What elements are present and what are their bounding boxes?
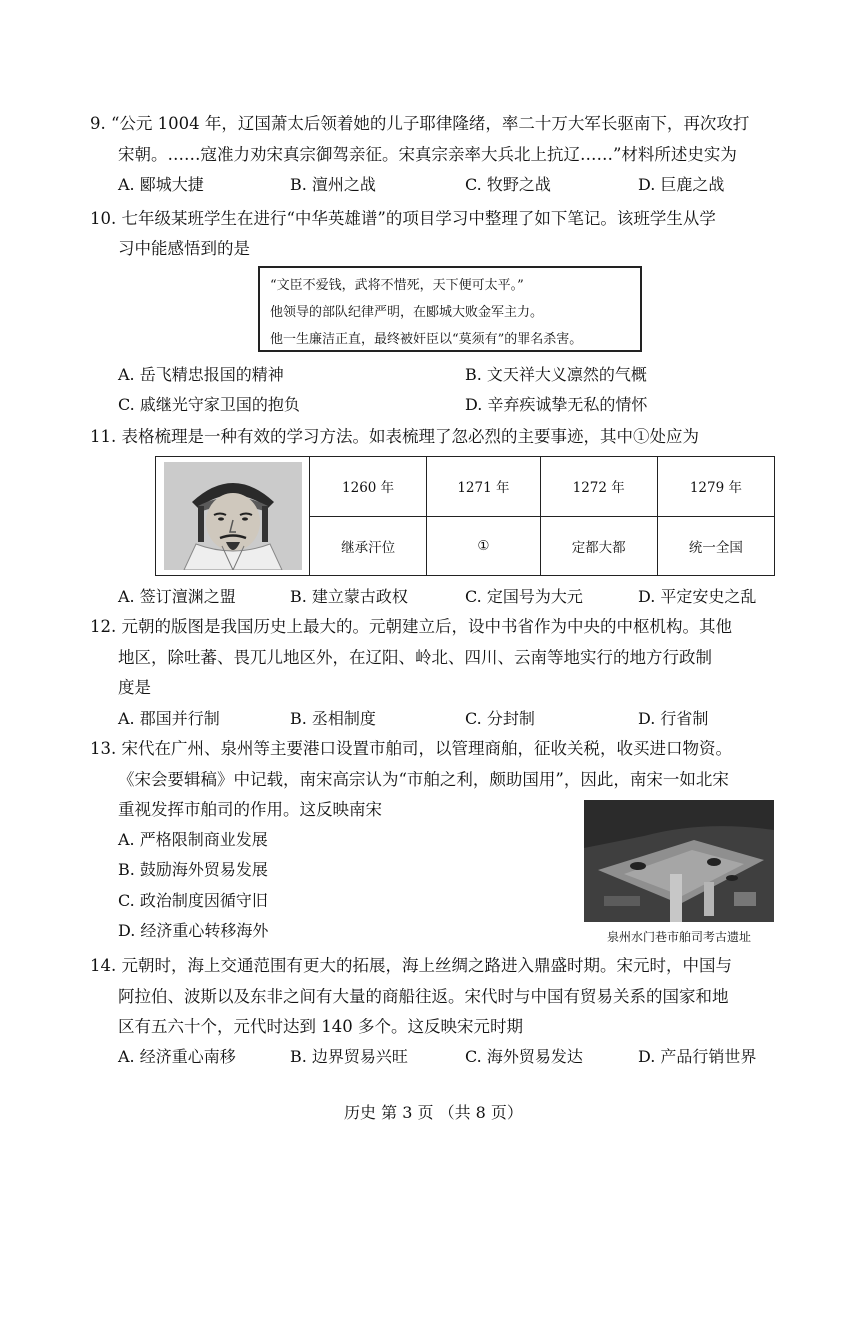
q11-option-a[interactable]: A. 签订澶渊之盟 bbox=[118, 587, 236, 606]
q14-option-c[interactable]: C. 海外贸易发达 bbox=[465, 1047, 583, 1066]
q13-option-a[interactable]: A. 严格限制商业发展 bbox=[118, 830, 268, 849]
q11-option-c[interactable]: C. 定国号为大元 bbox=[465, 587, 583, 606]
q10-option-c[interactable]: C. 戚继光守家卫国的抱负 bbox=[118, 395, 300, 414]
q12-option-a[interactable]: A. 郡国并行制 bbox=[118, 709, 220, 728]
q11-option-b[interactable]: B. 建立蒙古政权 bbox=[290, 587, 408, 606]
q9-stem-line-2: 宋朝。……寇准力劝宋真宗御驾亲征。宋真宗亲率大兵北上抗辽……”材料所述史实为 bbox=[118, 145, 737, 164]
quanzhou-photo-caption: 泉州水门巷市舶司考古遗址 bbox=[606, 930, 751, 944]
q14-stem-line-2: 阿拉伯、波斯以及东非之间有大量的商船往返。宋代时与中国有贸易关系的国家和地 bbox=[118, 987, 729, 1006]
q11-year-4: 1279 年 bbox=[657, 457, 774, 517]
q14-option-d[interactable]: D. 产品行销世界 bbox=[638, 1047, 757, 1066]
quanzhou-site-photo bbox=[584, 800, 774, 922]
q13-option-c[interactable]: C. 政治制度因循守旧 bbox=[118, 891, 268, 910]
q12-option-d[interactable]: D. 行省制 bbox=[638, 709, 709, 728]
q10-note-2: 他领导的部队纪律严明，在郾城大败金军主力。 bbox=[270, 305, 544, 320]
q11-event-3: 定都大都 bbox=[540, 516, 657, 576]
q13-stem-line-3: 重视发挥市舶司的作用。这反映南宋 bbox=[118, 800, 382, 819]
q13-option-b[interactable]: B. 鼓励海外贸易发展 bbox=[118, 860, 268, 879]
q11-stem-line-1: 11. 表格梳理是一种有效的学习方法。如表梳理了忽必烈的主要事迹，其中①处应为 bbox=[90, 427, 699, 446]
q12-option-b[interactable]: B. 丞相制度 bbox=[290, 709, 376, 728]
q14-option-a[interactable]: A. 经济重心南移 bbox=[118, 1047, 236, 1066]
q12-stem-line-3: 度是 bbox=[118, 678, 151, 697]
kublai-portrait-cell bbox=[156, 457, 310, 576]
q14-stem-line-3: 区有五六十个，元代时达到 140 多个。这反映宋元时期 bbox=[118, 1017, 523, 1036]
q13-option-d[interactable]: D. 经济重心转移海外 bbox=[118, 921, 269, 940]
q10-option-a[interactable]: A. 岳飞精忠报国的精神 bbox=[118, 365, 284, 384]
q11-option-d[interactable]: D. 平定安史之乱 bbox=[638, 587, 757, 606]
q11-year-1: 1260 年 bbox=[310, 457, 427, 517]
q12-option-c[interactable]: C. 分封制 bbox=[465, 709, 535, 728]
q11-event-4: 统一全国 bbox=[657, 516, 774, 576]
q10-option-d[interactable]: D. 辛弃疾诚挚无私的情怀 bbox=[465, 395, 648, 414]
q12-stem-line-2: 地区，除吐蕃、畏兀儿地区外，在辽阳、岭北、四川、云南等地实行的地方行政制 bbox=[118, 648, 712, 667]
q10-option-b[interactable]: B. 文天祥大义凛然的气概 bbox=[465, 365, 647, 384]
q13-stem-line-2: 《宋会要辑稿》中记载，南宋高宗认为“市舶之利，颇助国用”，因此，南宋一如北宋 bbox=[118, 770, 729, 789]
kublai-portrait-image bbox=[164, 462, 302, 570]
q10-notes-box bbox=[258, 266, 642, 352]
q9-option-b[interactable]: B. 澶州之战 bbox=[290, 175, 376, 194]
q10-stem-line-1: 10. 七年级某班学生在进行“中华英雄谱”的项目学习中整理了如下笔记。该班学生从学 bbox=[90, 209, 716, 228]
q11-event-2: ① bbox=[427, 516, 540, 576]
q11-year-3: 1272 年 bbox=[540, 457, 657, 517]
q12-stem-line-1: 12. 元朝的版图是我国历史上最大的。元朝建立后，设中书省作为中央的中枢机构。其他 bbox=[90, 617, 732, 636]
page-footer: 历史 第 3 页 （共 8 页） bbox=[344, 1103, 523, 1122]
q9-option-c[interactable]: C. 牧野之战 bbox=[465, 175, 551, 194]
q10-note-1: “文臣不爱钱，武将不惜死，天下便可太平。” bbox=[270, 278, 524, 293]
q9-option-a[interactable]: A. 郾城大捷 bbox=[118, 175, 204, 194]
q9-option-d[interactable]: D. 巨鹿之战 bbox=[638, 175, 725, 194]
q9-stem-line-1: 9. “公元 1004 年，辽国萧太后领着她的儿子耶律隆绪，率二十万大军长驱南下，再次攻打 bbox=[90, 114, 750, 133]
q11-timeline-table bbox=[155, 456, 775, 576]
q14-stem-line-1: 14. 元朝时，海上交通范围有更大的拓展，海上丝绸之路进入鼎盛时期。宋元时，中国与 bbox=[90, 956, 732, 975]
q13-stem-line-1: 13. 宋代在广州、泉州等主要港口设置市舶司，以管理商舶，征收关税，收买进口物资。 bbox=[90, 739, 732, 758]
q11-event-1: 继承汗位 bbox=[310, 516, 427, 576]
q10-stem-line-2: 习中能感悟到的是 bbox=[118, 239, 250, 258]
q14-option-b[interactable]: B. 边界贸易兴旺 bbox=[290, 1047, 408, 1066]
q11-year-2: 1271 年 bbox=[427, 457, 540, 517]
q10-note-3: 他一生廉洁正直，最终被奸臣以“莫须有”的罪名杀害。 bbox=[270, 332, 583, 347]
